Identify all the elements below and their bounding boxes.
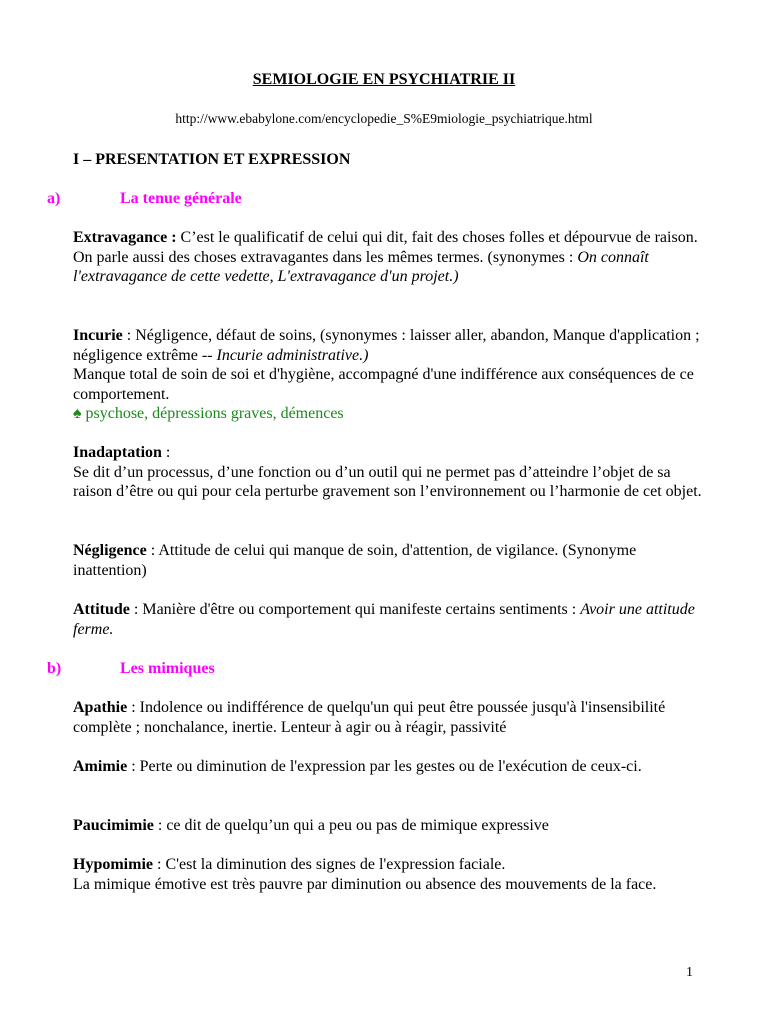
entry-text: : C'est la diminution des signes de l'expression faciale. [153, 856, 506, 873]
entry-negligence [73, 541, 703, 580]
entry-example: Avoir une attitude ferme. [73, 601, 695, 638]
page-number: 1 [686, 965, 693, 980]
subsection-title: La tenue générale [120, 190, 242, 207]
entry-text-2: Manque total de soin de soi et d'hygiène, accompagné d'une indifférence aux conséquences de ce comportement. [73, 366, 694, 403]
entry-text-2: Se dit d’un processus, d’une fonction ou d’un outil qui ne permet pas d’atteindre l’objet de sa raison d’être ou qui pour cela perturbe gravement son l’environnement ou l’harmonie de cet objet. [73, 463, 702, 501]
entry-text: : Attitude de celui qui manque de soin, d'attention, de vigilance. (Synonyme inattention) [73, 542, 637, 579]
entry-text-2: La mimique émotive est très pauvre par diminution ou absence des mouvements de la face. [73, 875, 657, 893]
source-url: http://www.ebabylone.com/encyclopedie_S%E9miologie_psychiatrique.html [175, 111, 593, 126]
entry-text: : Indolence ou indifférence de quelqu'un qui peut être poussée jusqu'à l'insensibilité complète ; nonchalance, inertie. Lenteur à agir ou à réagir, passivité [73, 699, 666, 736]
entry-text: C’est le qualificatif de celui qui dit, fait des choses folles et dépourvue de raison. On parle aussi des choses extravagantes dans les mêmes termes. (synonymes : [73, 229, 698, 266]
entry-text: : Négligence, défaut de soins, (synonymes : laisser aller, abandon, Manque d'application ; négligence extrême -- [73, 327, 700, 364]
entry-attitude [73, 600, 703, 639]
entry-extravagance [73, 228, 703, 287]
entry-term: Incurie [73, 327, 123, 344]
entry-term: Apathie [73, 699, 128, 716]
entry-apathie [73, 698, 703, 737]
entry-term: Amimie [73, 758, 128, 775]
subsection-title: Les mimiques [120, 660, 215, 677]
entry-term: Attitude [73, 601, 130, 618]
spade-icon: ♠ [73, 405, 82, 423]
entry-pathologies: psychose, dépressions graves, démences [81, 405, 344, 423]
subsection-letter: a) [47, 190, 61, 207]
entry-incurie [73, 326, 703, 424]
section-title: I – PRESENTATION ET EXPRESSION [73, 151, 351, 168]
subsection-b [47, 659, 215, 679]
subsection-a [47, 189, 242, 209]
entry-hypomimie [73, 855, 703, 894]
entry-term: Inadaptation [73, 444, 162, 461]
entry-term: Paucimimie [73, 817, 154, 834]
entry-text: : [161, 444, 171, 461]
entry-paucimimie [73, 816, 703, 836]
entry-term: Négligence [73, 542, 147, 559]
subsection-letter: b) [47, 660, 62, 677]
document-title: SEMIOLOGIE EN PSYCHIATRIE II [252, 71, 516, 88]
entry-example: Incurie administrative.) [216, 346, 369, 364]
entry-amimie [73, 757, 703, 777]
entry-text: : Manière d'être ou comportement qui manifeste certains sentiments : [129, 601, 581, 618]
entry-example: On connaît l'extravagance de cette vedette, L'extravagance d'un projet.) [73, 248, 649, 286]
entry-text: : Perte ou diminution de l'expression par les gestes ou de l'exécution de ceux-ci. [127, 758, 642, 775]
entry-term: Extravagance : [73, 229, 177, 246]
entry-text: : ce dit de quelqu’un qui a peu ou pas de mimique expressive [153, 817, 549, 834]
entry-term: Hypomimie [73, 856, 153, 873]
entry-inadaptation [73, 443, 703, 502]
